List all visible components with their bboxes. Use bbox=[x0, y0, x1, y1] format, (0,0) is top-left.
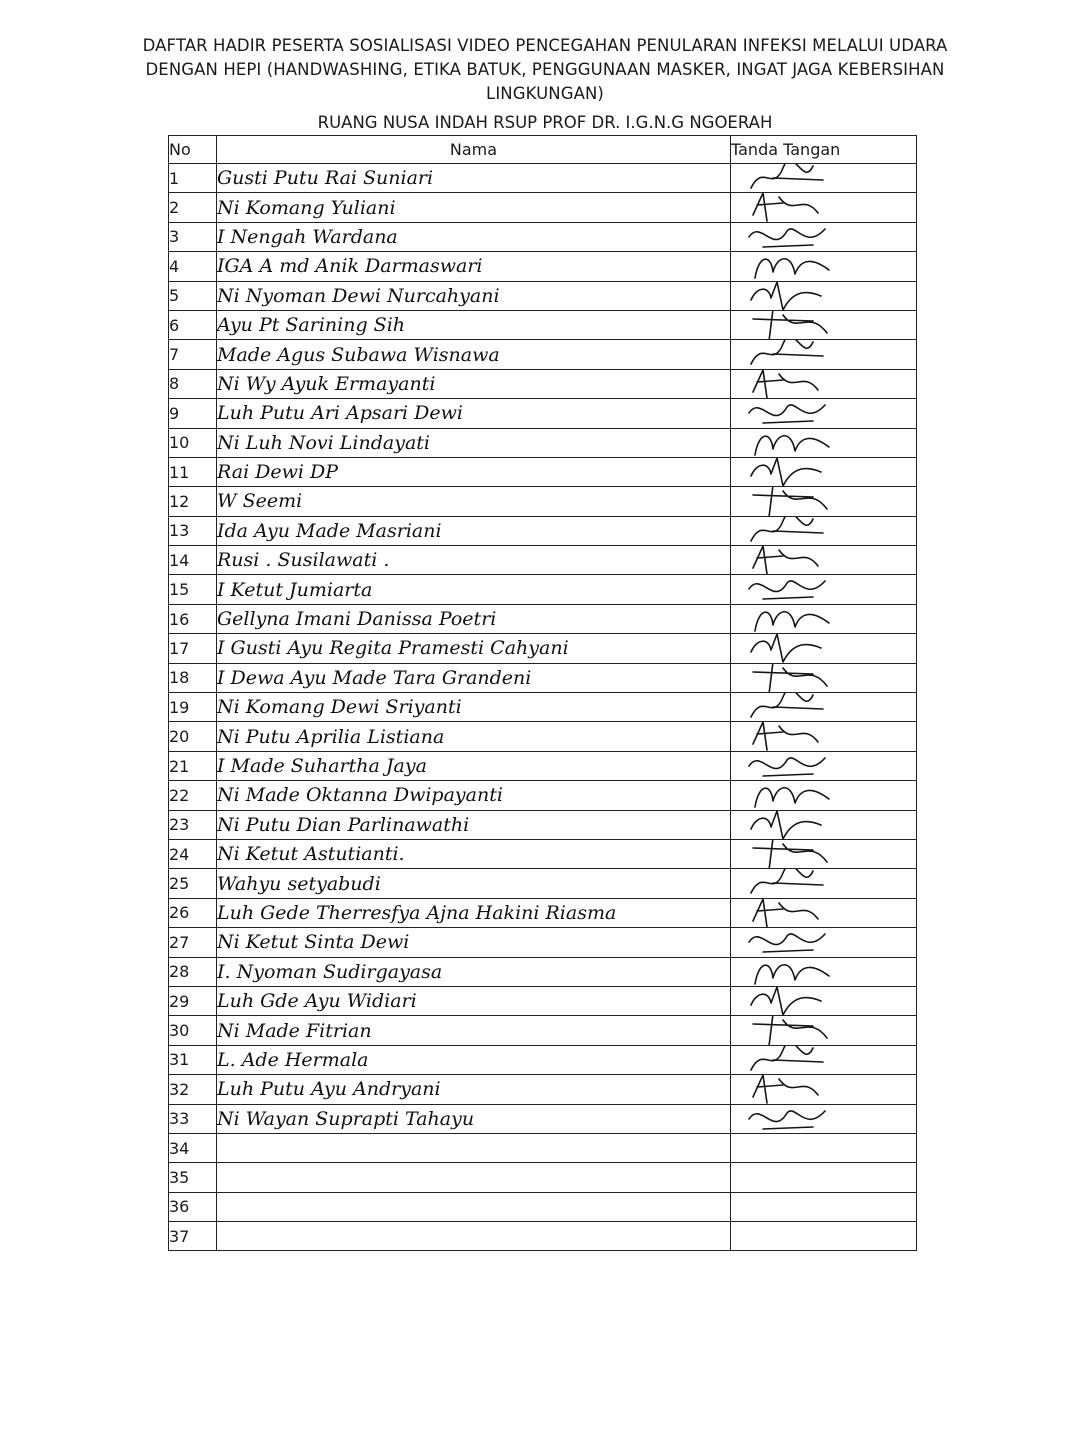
handwritten-signature bbox=[743, 663, 843, 692]
table-row bbox=[169, 957, 917, 986]
row-number: 37 bbox=[169, 1222, 217, 1251]
handwritten-signature bbox=[743, 869, 843, 898]
row-number: 5 bbox=[169, 281, 217, 310]
participant-name: Ni Made Oktanna Dwipayanti bbox=[217, 781, 731, 810]
participant-name: Luh Gede Therresfya Ajna Hakini Riasma bbox=[217, 898, 731, 927]
participant-name bbox=[217, 1163, 731, 1192]
table-row bbox=[169, 604, 917, 633]
table-row bbox=[169, 193, 917, 222]
row-number: 33 bbox=[169, 1104, 217, 1133]
row-number: 19 bbox=[169, 693, 217, 722]
signature-cell bbox=[731, 1045, 917, 1074]
participant-name: W Seemi bbox=[217, 487, 731, 516]
row-number: 35 bbox=[169, 1163, 217, 1192]
handwritten-signature bbox=[743, 751, 843, 780]
handwritten-signature bbox=[743, 1104, 843, 1133]
handwritten-signature bbox=[743, 839, 843, 868]
row-number: 26 bbox=[169, 898, 217, 927]
document-title bbox=[60, 34, 1030, 106]
participant-name: Ni Wy Ayuk Ermayanti bbox=[217, 369, 731, 398]
title-line-2: DENGAN HEPI (HANDWASHING, ETIKA BATUK, PENGGUNAAN MASKER, INGAT JAGA KEBERSIHAN bbox=[145, 60, 945, 79]
row-number: 15 bbox=[169, 575, 217, 604]
table-row bbox=[169, 634, 917, 663]
signature-cell bbox=[731, 575, 917, 604]
handwritten-signature bbox=[743, 928, 843, 957]
row-number: 11 bbox=[169, 457, 217, 486]
signature-cell bbox=[731, 1133, 917, 1162]
column-header-signature: Tanda Tangan bbox=[731, 136, 917, 164]
handwritten-signature bbox=[743, 957, 843, 986]
participant-name: Luh Gde Ayu Widiari bbox=[217, 986, 731, 1015]
row-number: 20 bbox=[169, 722, 217, 751]
handwritten-signature bbox=[743, 1075, 843, 1104]
handwritten-signature bbox=[743, 193, 843, 222]
row-number: 7 bbox=[169, 340, 217, 369]
participant-name: Luh Putu Ari Apsari Dewi bbox=[217, 399, 731, 428]
row-number: 2 bbox=[169, 193, 217, 222]
row-number: 24 bbox=[169, 839, 217, 868]
participant-name: L. Ade Hermala bbox=[217, 1045, 731, 1074]
table-row bbox=[169, 399, 917, 428]
signature-cell bbox=[731, 928, 917, 957]
table-row bbox=[169, 1016, 917, 1045]
participant-name: Ni Komang Dewi Sriyanti bbox=[217, 693, 731, 722]
participant-name: Ida Ayu Made Masriani bbox=[217, 516, 731, 545]
table-header-row bbox=[169, 136, 917, 164]
table-row bbox=[169, 1222, 917, 1251]
table-row bbox=[169, 1133, 917, 1162]
table-row bbox=[169, 751, 917, 780]
table-row bbox=[169, 457, 917, 486]
signature-cell bbox=[731, 722, 917, 751]
row-number: 34 bbox=[169, 1133, 217, 1162]
handwritten-signature bbox=[743, 986, 843, 1015]
signature-cell bbox=[731, 252, 917, 281]
signature-cell bbox=[731, 516, 917, 545]
participant-name: Gellyna Imani Danissa Poetri bbox=[217, 604, 731, 633]
table-row bbox=[169, 986, 917, 1015]
row-number: 18 bbox=[169, 663, 217, 692]
table-row bbox=[169, 1163, 917, 1192]
table-row bbox=[169, 310, 917, 339]
table-row bbox=[169, 810, 917, 839]
participant-name: Ni Wayan Suprapti Tahayu bbox=[217, 1104, 731, 1133]
title-line-1: DAFTAR HADIR PESERTA SOSIALISASI VIDEO PENCEGAHAN PENULARAN INFEKSI MELALUI UDARA bbox=[142, 36, 948, 55]
row-number: 31 bbox=[169, 1045, 217, 1074]
handwritten-signature bbox=[743, 457, 843, 486]
participant-name: I. Nyoman Sudirgayasa bbox=[217, 957, 731, 986]
handwritten-signature bbox=[743, 722, 843, 751]
table-row bbox=[169, 928, 917, 957]
table-row bbox=[169, 575, 917, 604]
table-row bbox=[169, 516, 917, 545]
handwritten-signature bbox=[743, 310, 843, 339]
signature-cell bbox=[731, 957, 917, 986]
handwritten-signature bbox=[743, 604, 843, 633]
participant-name: Wahyu setyabudi bbox=[217, 869, 731, 898]
table-row bbox=[169, 898, 917, 927]
participant-name: Ni Ketut Sinta Dewi bbox=[217, 928, 731, 957]
handwritten-signature bbox=[743, 693, 843, 722]
row-number: 32 bbox=[169, 1075, 217, 1104]
signature-cell bbox=[731, 1075, 917, 1104]
signature-cell bbox=[731, 546, 917, 575]
signature-cell bbox=[731, 1104, 917, 1133]
table-row bbox=[169, 1075, 917, 1104]
signature-cell bbox=[731, 399, 917, 428]
table-row bbox=[169, 869, 917, 898]
table-row bbox=[169, 839, 917, 868]
table-row bbox=[169, 693, 917, 722]
row-number: 27 bbox=[169, 928, 217, 957]
signature-cell bbox=[731, 986, 917, 1015]
signature-cell bbox=[731, 340, 917, 369]
signature-cell bbox=[731, 369, 917, 398]
participant-name: Ayu Pt Sarining Sih bbox=[217, 310, 731, 339]
title-line-3: LINGKUNGAN) bbox=[486, 84, 604, 103]
attendance-table-body bbox=[169, 164, 917, 1251]
signature-cell bbox=[731, 281, 917, 310]
signature-cell bbox=[731, 898, 917, 927]
signature-cell bbox=[731, 869, 917, 898]
table-row bbox=[169, 487, 917, 516]
row-number: 6 bbox=[169, 310, 217, 339]
table-row bbox=[169, 369, 917, 398]
participant-name bbox=[217, 1133, 731, 1162]
signature-cell bbox=[731, 1163, 917, 1192]
participant-name: I Gusti Ayu Regita Pramesti Cahyani bbox=[217, 634, 731, 663]
column-header-name: Nama bbox=[217, 136, 731, 164]
participant-name: Ni Made Fitrian bbox=[217, 1016, 731, 1045]
table-row bbox=[169, 1104, 917, 1133]
signature-cell bbox=[731, 1016, 917, 1045]
signature-cell bbox=[731, 310, 917, 339]
handwritten-signature bbox=[743, 575, 843, 604]
handwritten-signature bbox=[743, 222, 843, 251]
row-number: 21 bbox=[169, 751, 217, 780]
row-number: 4 bbox=[169, 252, 217, 281]
handwritten-signature bbox=[743, 252, 843, 281]
handwritten-signature bbox=[743, 340, 843, 369]
row-number: 30 bbox=[169, 1016, 217, 1045]
table-row bbox=[169, 252, 917, 281]
participant-name: Ni Komang Yuliani bbox=[217, 193, 731, 222]
handwritten-signature bbox=[743, 634, 843, 663]
table-row bbox=[169, 222, 917, 251]
participant-name: Gusti Putu Rai Suniari bbox=[217, 164, 731, 193]
participant-name: Ni Putu Aprilia Listiana bbox=[217, 722, 731, 751]
table-row bbox=[169, 781, 917, 810]
row-number: 25 bbox=[169, 869, 217, 898]
participant-name: Luh Putu Ayu Andryani bbox=[217, 1075, 731, 1104]
signature-cell bbox=[731, 751, 917, 780]
table-row bbox=[169, 546, 917, 575]
handwritten-signature bbox=[743, 810, 843, 839]
participant-name: I Nengah Wardana bbox=[217, 222, 731, 251]
row-number: 16 bbox=[169, 604, 217, 633]
participant-name bbox=[217, 1192, 731, 1221]
participant-name: Rusi . Susilawati . bbox=[217, 546, 731, 575]
signature-cell bbox=[731, 222, 917, 251]
row-number: 29 bbox=[169, 986, 217, 1015]
participant-name: IGA A md Anik Darmaswari bbox=[217, 252, 731, 281]
participant-name bbox=[217, 1222, 731, 1251]
table-row bbox=[169, 428, 917, 457]
row-number: 12 bbox=[169, 487, 217, 516]
signature-cell bbox=[731, 1192, 917, 1221]
signature-cell bbox=[731, 663, 917, 692]
handwritten-signature bbox=[743, 369, 843, 398]
row-number: 1 bbox=[169, 164, 217, 193]
signature-cell bbox=[731, 634, 917, 663]
table-row bbox=[169, 281, 917, 310]
participant-name: I Made Suhartha Jaya bbox=[217, 751, 731, 780]
attendance-table bbox=[168, 135, 917, 1251]
handwritten-signature bbox=[743, 1045, 843, 1074]
participant-name: Rai Dewi DP bbox=[217, 457, 731, 486]
handwritten-signature bbox=[743, 516, 843, 545]
row-number: 8 bbox=[169, 369, 217, 398]
row-number: 9 bbox=[169, 399, 217, 428]
signature-cell bbox=[731, 781, 917, 810]
handwritten-signature bbox=[743, 164, 843, 193]
participant-name: I Ketut Jumiarta bbox=[217, 575, 731, 604]
participant-name: Ni Ketut Astutianti. bbox=[217, 839, 731, 868]
handwritten-signature bbox=[743, 399, 843, 428]
handwritten-signature bbox=[743, 781, 843, 810]
signature-cell bbox=[731, 810, 917, 839]
signature-cell bbox=[731, 604, 917, 633]
table-row bbox=[169, 340, 917, 369]
signature-cell bbox=[731, 487, 917, 516]
row-number: 36 bbox=[169, 1192, 217, 1221]
handwritten-signature bbox=[743, 546, 843, 575]
handwritten-signature bbox=[743, 898, 843, 927]
participant-name: Ni Putu Dian Parlinawathi bbox=[217, 810, 731, 839]
row-number: 17 bbox=[169, 634, 217, 663]
participant-name: Ni Nyoman Dewi Nurcahyani bbox=[217, 281, 731, 310]
table-row bbox=[169, 1192, 917, 1221]
signature-cell bbox=[731, 164, 917, 193]
signature-cell bbox=[731, 193, 917, 222]
table-row bbox=[169, 164, 917, 193]
column-header-no: No bbox=[169, 136, 217, 164]
handwritten-signature bbox=[743, 281, 843, 310]
row-number: 23 bbox=[169, 810, 217, 839]
participant-name: I Dewa Ayu Made Tara Grandeni bbox=[217, 663, 731, 692]
row-number: 28 bbox=[169, 957, 217, 986]
table-row bbox=[169, 663, 917, 692]
row-number: 10 bbox=[169, 428, 217, 457]
document-subtitle: RUANG NUSA INDAH RSUP PROF DR. I.G.N.G NGOERAH bbox=[317, 113, 773, 132]
table-row bbox=[169, 722, 917, 751]
handwritten-signature bbox=[743, 487, 843, 516]
signature-cell bbox=[731, 428, 917, 457]
table-row bbox=[169, 1045, 917, 1074]
handwritten-signature bbox=[743, 1016, 843, 1045]
row-number: 13 bbox=[169, 516, 217, 545]
signature-cell bbox=[731, 693, 917, 722]
row-number: 14 bbox=[169, 546, 217, 575]
row-number: 22 bbox=[169, 781, 217, 810]
participant-name: Made Agus Subawa Wisnawa bbox=[217, 340, 731, 369]
participant-name: Ni Luh Novi Lindayati bbox=[217, 428, 731, 457]
signature-cell bbox=[731, 839, 917, 868]
signature-cell bbox=[731, 457, 917, 486]
handwritten-signature bbox=[743, 428, 843, 457]
row-number: 3 bbox=[169, 222, 217, 251]
signature-cell bbox=[731, 1222, 917, 1251]
